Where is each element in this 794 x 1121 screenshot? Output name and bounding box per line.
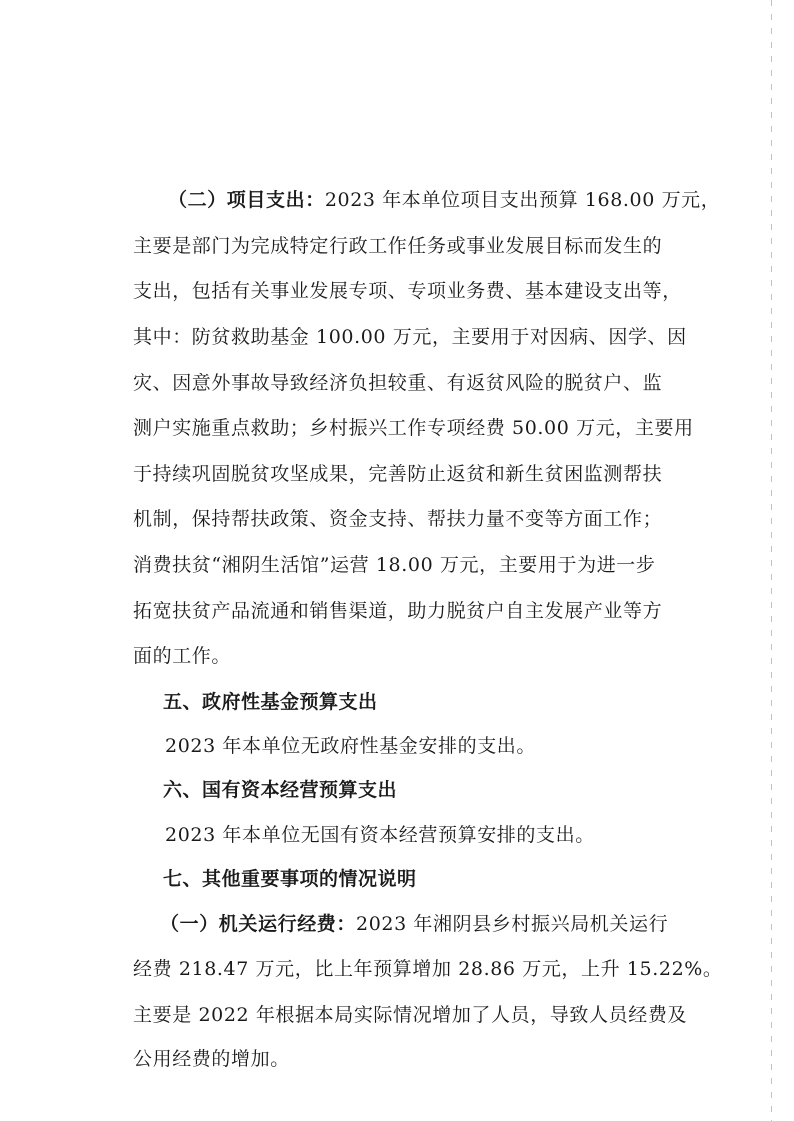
scan-edge-line: [771, 0, 772, 1121]
paragraph-line-7: 于持续巩固脱贫攻坚成果，完善防止返贫和新生贫困监测帮扶: [133, 463, 663, 485]
admin-expense-text: 2023 年湘阴县乡村振兴局机关运行: [356, 913, 669, 935]
section-heading-6: 六、国有资本经营预算支出: [163, 779, 398, 801]
project-expense-label: （二）项目支出：: [168, 189, 325, 211]
paragraph-line-10: 拓宽扶贫产品流通和销售渠道，助力脱贫户自主发展产业等方: [133, 600, 663, 622]
section-heading-5: 五、政府性基金预算支出: [163, 691, 378, 713]
admin-expense-label: （一）机关运行经费：: [160, 913, 357, 935]
paragraph-line-5: 灾、因意外事故导致经济负担较重、有返贫风险的脱贫户、监: [133, 372, 663, 394]
paragraph-line-1: [168, 187, 728, 213]
paragraph-line-2: 主要是部门为完成特定行政工作任务或事业发展目标而发生的: [133, 235, 663, 257]
paragraph-line-admin-2: 经费 218.47 万元，比上年预算增加 28.86 万元，上升 15.22%。: [133, 958, 723, 980]
paragraph-line-admin-4: 公用经费的增加。: [133, 1048, 290, 1070]
section-6-body: 2023 年本单位无国有资本经营预算安排的支出。: [165, 824, 595, 846]
section-heading-7: 七、其他重要事项的情况说明: [163, 868, 417, 890]
paragraph-line-6: 测户实施重点救助；乡村振兴工作专项经费 50.00 万元，主要用: [133, 417, 694, 439]
paragraph-line-9: 消费扶贫“湘阴生活馆”运营 18.00 万元，主要用于为进一步: [133, 554, 656, 576]
paragraph-line-8: 机制，保持帮扶政策、资金支持、帮扶力量不变等方面工作；: [133, 508, 663, 530]
paragraph-line-3: 支出，包括有关事业发展专项、专项业务费、基本建设支出等，: [133, 280, 682, 302]
paragraph-line-11: 面的工作。: [133, 645, 232, 667]
paragraph-line-4: 其中：防贫救助基金 100.00 万元，主要用于对因病、因学、因: [133, 326, 687, 348]
paragraph-line-admin-1: [160, 911, 730, 937]
project-expense-text: 2023 年本单位项目支出预算 168.00 万元，: [324, 189, 721, 211]
paragraph-line-admin-3: 主要是 2022 年根据本局实际情况增加了人员，导致人员经费及: [133, 1004, 688, 1026]
section-5-body: 2023 年本单位无政府性基金安排的支出。: [165, 735, 536, 757]
